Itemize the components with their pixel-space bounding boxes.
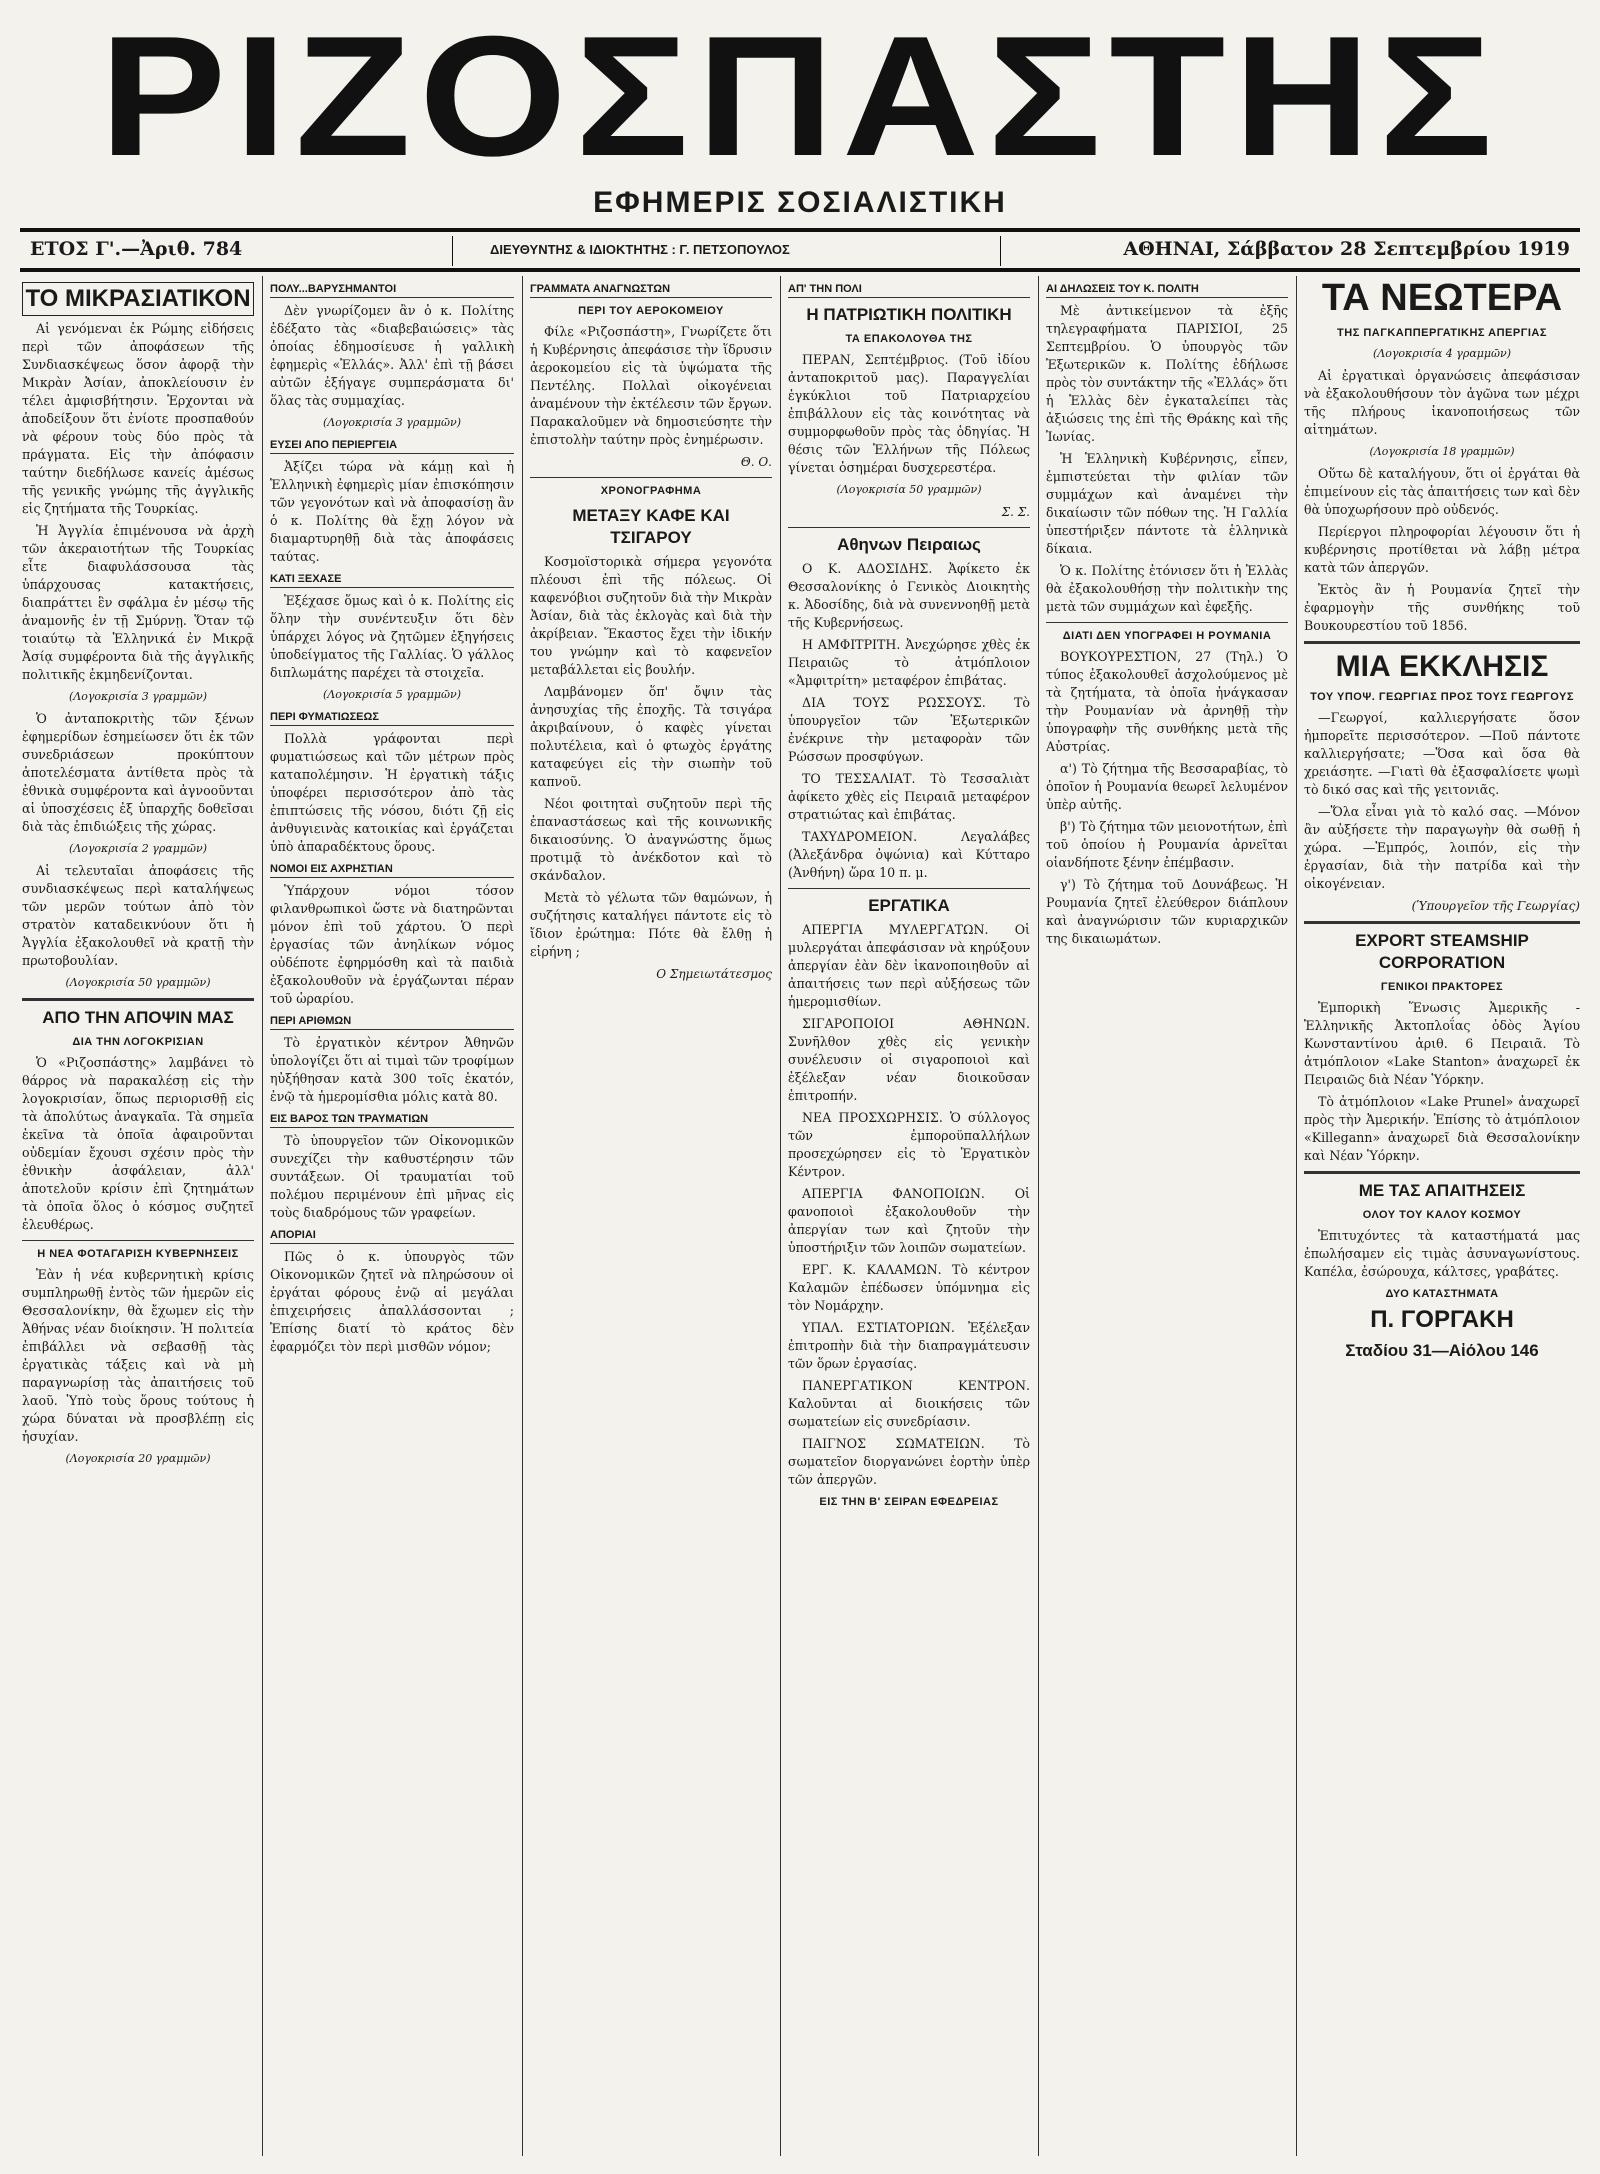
subheading: ΤΑ ΕΠΑΚΟΛΟΥΘΑ ΤΗΣ (845, 333, 973, 345)
ad-paragraph: Ἐπιτυχόντες τὰ καταστήματά μας ἐπωλήσαμεν εἰς τιμὰς ἀσυναγωνίστους. Καπέλα, ἐσώρουχα, κάλτσες, γραβάτες. (1304, 1228, 1580, 1279)
ad-headline: EXPORT STEAMSHIP CORPORATION (1355, 931, 1529, 972)
news-item: ΤΟ ΤΕΣΣΑΛΙΑΤ. Τὸ Τεσσαλιὰτ ἀφίκετο χθὲς εἰς Πειραιᾶ μεταφέρον στρατιώτας καὶ ἐπιβάτας. (788, 771, 1030, 822)
section-rule (1304, 641, 1580, 644)
article-paragraph: ΠΕΡΑΝ, Σεπτέμβριος. (Τοῦ ἰδίου ἀνταποκριτοῦ μας). Παραγγελίαι ἐγκύκλιοι τοῦ Πατριαρχείου ἐπιβάλλουν εἰς τὰς κοινότητας νὰ συμμορφωθοῦν πρὸς τὰς ὁδηγίας. Ἡ θέσις τῶν Ἑλλήνων τῆς Πόλεως γίνεται ὁσημέραι δυσχερεστέρα. (788, 352, 1030, 475)
news-item: Η ΑΜΦΙΤΡΙΤΗ. Ἀνεχώρησε χθὲς ἐκ Πειραιῶς τὸ ἀτμόπλοιον «Ἀμφιτρίτη» μεταφέρον ἐπιβάτας. (788, 637, 1030, 688)
article-paragraph: Ἐξέχασε ὅμως καὶ ὁ κ. Πολίτης εἰς ὅλην τὴν συνέντευξιν ὅτι δὲν ὑπάρχει λόγος νὰ ζητῶμεν ἐξηγήσεις ὑποδείγματος τῆς Γαλλίας. Ὁ γάλλος διπλωμάτης παρέχει τὰ στοιχεῖα. (270, 593, 514, 680)
article-paragraph: γ') Τὸ ζήτημα τοῦ Δουνάβεως. Ἡ Ρουμανία ζητεῖ ἐλεύθερον διάπλουν καὶ ἀναγνώρισιν τῶν κυριαρχικῶν της δικαιωμάτων. (1046, 877, 1288, 946)
section-heading: ΑΠ' ΤΗΝ ΠΟΛΙ (788, 282, 1030, 298)
news-item: ΑΠΕΡΓΙΑ ΜΥΛΕΡΓΑΤΩΝ. Οἱ μυλεργάται ἀπεφάσισαν νὰ κηρύξουν ἀπεργίαν ἐὰν δὲν ἱκανοποιηθοῦν αἱ ἀπαιτήσεις των περὶ αὐξήσεως τῶν ἡμερομισθίων. (788, 922, 1030, 1009)
news-item: ΕΡΓ. Κ. ΚΑΛΑΜΩΝ. Τὸ κέντρον Καλαμῶν ἐπέδωσεν ὑπόμνημα εἰς τὸν Νομάρχην. (788, 1262, 1030, 1313)
shop-label: ΔΥΟ ΚΑΤΑΣΤΗΜΑΤΑ (1385, 1288, 1499, 1300)
issue-number: ΕΤΟΣ Γ'.—Ἀριθ. 784 (30, 238, 243, 260)
article-paragraph: Αἱ γενόμεναι ἐκ Ρώμης εἰδήσεις περὶ τῶν ἀποφάσεων τῆς Συνδιασκέψεως ὅσον ἀφορᾷ τὴν Μικρὰν Ἀσίαν, ἀποκλείουσιν ἐν τέλει ἀμφισβήτησιν. Ἐρχονται νὰ ἀποδείξουν ὅτι ἐνίοτε προσπαθούν νὰ φέρουν τοὺς δύο πρὸς τὰ πράγματα. Εἰς τὴν ἀπόφασιν ταύτην διεδήλωσε κανείς ἀμέσως τῆς γενικῆς γνώμης τῆς ἀγγλικῆς εἰς ζητήματα τῆς Τουρκίας. (22, 321, 254, 516)
signature: Ο Σημειωτάτεσμος (656, 967, 772, 981)
director-line: ΔΙΕΥΘΥΝΤΗΣ & ΙΔΙΟΚΤΗΤΗΣ : Γ. ΠΕΤΣΟΠΟΥΛΟΣ (490, 242, 790, 257)
section-heading: ΝΟΜΟΙ ΕΙΣ ΑΧΡΗΣΤΙΑΝ (270, 862, 514, 878)
section-heading: ΚΑΤΙ ΞΕΧΑΣΕ (270, 572, 514, 588)
section-heading: ΕΡΓΑΤΙΚΑ (868, 896, 950, 915)
signature: (Ὑπουργεῖον τῆς Γεωργίας) (1411, 899, 1580, 913)
signature: Σ. Σ. (1001, 505, 1030, 519)
news-item: ΠΑΙΓΝΟΣ ΣΩΜΑΤΕΙΩΝ. Τὸ σωματεῖον διοργανώνει ἑορτὴν ὑπὲρ τῶν ἀπεργῶν. (788, 1436, 1030, 1487)
article-paragraph: Ἡ Ἑλληνικὴ Κυβέρνησις, εἶπεν, ἐμπιστεύεται τὴν φιλίαν τῶν συμμάχων καὶ ἀναμένει τὴν δικαίωσιν τῶν πόθων της. Ἡ Γαλλία ὑπεστήριξεν πάντοτε τὰ ἑλληνικὰ δίκαια. (1046, 451, 1288, 556)
ad-paragraph: Ἐμπορικὴ Ἕνωσις Ἀμερικῆς - Ἑλληνικῆς Ἀκτοπλοΐας ὁδὸς Ἁγίου Κωνσταντίνου ἀριθ. 6 Πειραιᾶ. Τὸ ἀτμόπλοιον «Lake Stanton» ἀναχωρεῖ ἐκ Πειραιῶς διὰ Νέαν Ὑόρκην. (1304, 1000, 1580, 1087)
article-paragraph: Δὲν γνωρίζομεν ἂν ὁ κ. Πολίτης ἐδέξατο τὰς «διαβεβαιώσεις» τὰς ὁποίας ἐδημοσίευσε ἡ γαλλικὴ ἐφημερὶς «Ἐλλάς». Ἀλλ' ἐπὶ τῇ βάσει αὐτῶν ἐξήγαγε συμπεράσματα δι' ὅλας τὰς συμμαχίας. (270, 303, 514, 408)
article-paragraph: Ἐκτὸς ἂν ἡ Ρουμανία ζητεῖ τὴν ἐφαρμογὴν τῆς συνθήκης τοῦ Βουκουρεστίου τοῦ 1856. (1304, 582, 1580, 633)
censorship-note: (Λογοκρισία 20 γραμμῶν) (65, 1452, 211, 1465)
article-paragraph: —Γεωργοί, καλλιεργήσατε ὅσον ἠμπορεῖτε περισσότερον. —Ποῦ πάντοτε καλλιεργήσατε; —Ὅσα καὶ ὅσα θὰ χρειάσητε. —Γιατὶ θὰ ἐξασφαλίσετε ψωμὶ τὸ δικό σας καὶ τῆς γειτονιᾶς. (1304, 710, 1580, 797)
subheading: ΓΕΝΙΚΟΙ ΠΡΑΚΤΟΡΕΣ (1380, 981, 1504, 993)
shop-name: Π. ΓΟΡΓΑΚΗ (1370, 1306, 1514, 1333)
section-rule (1304, 921, 1580, 924)
article-paragraph: Μετὰ τὸ γέλωτα τῶν θαμώνων, ἡ συζήτησις καταλήγει πάντοτε εἰς τὸ ἴδιον ἐρώτημα: Πότε θὰ ἔλθῃ ἡ εἰρήνη ; (530, 890, 772, 959)
article-paragraph: Ὁ «Ριζοσπάστης» λαμβάνει τὸ θάρρος νὰ παρακαλέσῃ εἰς τὴν λογοκρισίαν, ὅπως περιορισθῇ εἰς τὰ ἀπολύτως ἀναγκαῖα. Τὰ σημεῖα ἐκεῖνα τὰ ὁποῖα ἀφαιροῦνται οὐδεμίαν ἔχουσι σχέσιν πρὸς τὴν ἐθνικὴν ἀσφάλειαν, ἀλλ' ἀποτελοῦν κρίσιν ἐπὶ ζητημάτων τὰ ὁποῖα ὅλος ὁ κόσμος συζητεῖ ἐλευθέρως. (22, 1055, 254, 1232)
shop-address: Σταδίου 31—Αἰόλου 146 (1345, 1341, 1539, 1360)
column-5 (1046, 276, 1288, 2166)
article-paragraph: Μὲ ἀντικείμενον τὰ ἐξῆς τηλεγραφήματα ΠΑΡΙΣΙΟΙ, 25 Σεπτεμβρίου. Ὁ ὑπουργὸς τῶν Ἐξωτερικῶν κ. Πολίτης ἐδήλωσε πρὸς τὸν συντάκτην τῆς «Ἐλλάς» ὅτι ἡ Ἑλλὰς δὲν ἐγκαταλείπει τὰς ἀξιώσεις της ἐπὶ τῆς Θράκης καὶ τῆς Ἰωνίας. (1046, 303, 1288, 444)
section-rule (1046, 622, 1288, 623)
article-paragraph: Ἡ Ἀγγλία ἐπιμένουσα νὰ ἀρχὴ τῶν ἀκεραιοτήτων τῆς Τουρκίας εἶτε διαφυλάσσουσα τὰς ὑπάρχουσας κατακτήσεις, διαπράττει ἓν σφάλμα ἐν μέσῳ τῆς ἀναμονῆς ἐν τῇ Σμύρνῃ. Ὅταν τῷ τοιαύτῳ τὰ Ἑλληνικά ἐν Μικρᾷ Ἀσίᾳ συμφέροντα διὰ τῆς ἀγγλικῆς πολιτικῆς ἐκμηδενίζονται. (22, 523, 254, 682)
censorship-note: (Λογοκρισία 3 γραμμῶν) (68, 690, 207, 703)
censorship-note: (Λογοκρισία 2 γραμμῶν) (68, 842, 207, 855)
section-rule (530, 477, 772, 478)
masthead-rule-bottom (20, 268, 1580, 272)
section-heading: ΑΠΟ ΤΗΝ ΑΠΟΨΙΝ ΜΑΣ (42, 1008, 234, 1027)
ad-paragraph: Τὸ ἀτμόπλοιον «Lake Prunel» ἀναχωρεῖ πρὸς τὴν Ἀμερικήν. Ἐπίσης τὸ ἀτμόπλοιον «Killegann» ἀναχωρεῖ διὰ Θεσσαλονίκην καὶ Νέαν Ὑόρκην. (1304, 1094, 1580, 1163)
section-heading: ΑΠΟΡΙΑΙ (270, 1228, 514, 1244)
article-paragraph: α') Τὸ ζήτημα τῆς Βεσσαραβίας, τὸ ὁποῖον ἡ Ρουμανία θεωρεῖ λελυμένον ὑπὲρ αὐτῆς. (1046, 761, 1288, 812)
article-paragraph: Ὁ ἀνταποκριτὴς τῶν ξένων ἐφημερίδων ἐσημείωσεν ὅτι ἐκ τῶν συνεδριάσεων προκύπτουν ἀποτελέσματα ἀντίθετα πρὸς τὰ ἐθνικὰ συμφέροντα καὶ ἀγνοοῦνται αἱ ὑποσχέσεις ἐξ ὑπαρχῆς δοθεῖσαι διὰ τὰς ἐπιδιώξεις τῆς χώρας. (22, 711, 254, 834)
censorship-note: (Λογοκρισία 18 γραμμῶν) (1369, 445, 1515, 458)
article-paragraph: β') Τὸ ζήτημα τῶν μειονοτήτων, ἐπὶ τοῦ ὁποίου ἡ Ρουμανία ἀρνεῖται οἱανδήποτε ξένην ἐπέμβασιν. (1046, 819, 1288, 870)
article-paragraph: Τὸ ὑπουργεῖον τῶν Οἰκονομικῶν συνεχίζει τὴν καθυστέρησιν τῶν συντάξεων. Οἱ τραυματίαι τοῦ πολέμου περιμένουν ἐπὶ μῆνας εἰς τοὺς διαδρόμους τῶν γραφείων. (270, 1133, 514, 1220)
column-divider (780, 276, 781, 2156)
section-heading: ΕΥΣΕΙ ΑΠΟ ΠΕΡΙΕΡΓΕΙΑ (270, 438, 514, 454)
article-paragraph: Φίλε «Ριζοσπάστη», Γνωρίζετε ὅτι ἡ Κυβέρνησις ἀπεφάσισε τὴν ἵδρυσιν ἀεροκομείου εἰς τὰ ὑψώματα τῆς Πεντέλης. Πολλαὶ οἰκογένειαι ἀναμένουν τὴν ἐκτέλεσιν τῶν ἔργων. Παρακαλοῦμεν νὰ δημοσιεύσητε τὴν ἐπιστολὴν ταύτην πρὸς ἐνημέρωσιν. (530, 324, 772, 447)
newspaper-subtitle: ΕΦΗΜΕΡΙΣ ΣΟΣΙΑΛΙΣΤΙΚΗ (593, 186, 1007, 219)
censorship-note: (Λογοκρισία 50 γραμμῶν) (65, 976, 211, 989)
section-heading: Αθηνων Πειραιως (837, 535, 981, 554)
column-divider (1038, 276, 1039, 2156)
signature: Θ. Ο. (740, 455, 772, 469)
article-paragraph: Κοσμοϊστορικὰ σήμερα γεγονότα πλέουσι ἐπὶ τῆς πόλεως. Οἱ καφενόβιοι συζητοῦν διὰ τὴν Μικρὰν Ἀσίαν, διὰ τὰς ἐκλογὰς καὶ διὰ τὴν ἀκρίβειαν. Ἕκαστος ἔχει τὴν ἰδικήν του γνώμην καὶ τὸ καφενεῖον μεταβάλλεται εἰς βουλήν. (530, 554, 772, 677)
news-item: ΠΑΝΕΡΓΑΤΙΚΟΝ ΚΕΝΤΡΟΝ. Καλοῦνται αἱ διοικήσεις τῶν σωματείων εἰς συνεδρίασιν. (788, 1378, 1030, 1429)
section-heading: ΠΕΡΙ ΦΥΜΑΤΙΩΣΕΩΣ (270, 710, 514, 726)
latest-news-headline: ΤΑ ΝΕΩΤΕΡΑ (1321, 277, 1563, 319)
info-divider (452, 236, 453, 266)
news-item: ΤΑΧΥΔΡΟΜΕΙΟΝ. Λεγαλάβες (Ἀλεξάνδρα ὀψώνια) καὶ Κύτταρο (Ἀνθήνη) ὥρα 10 π. μ. (788, 829, 1030, 880)
news-item: ΥΠΑΛ. ΕΣΤΙΑΤΟΡΙΩΝ. Ἐξέλεξαν ἐπιτροπὴν διὰ τὴν διαπραγμάτευσιν τῶν ὅρων ἐργασίας. (788, 1320, 1030, 1371)
article-paragraph: Περίεργοι πληροφορίαι λέγουσιν ὅτι ἡ κυβέρνησις προτίθεται νὰ λάβῃ μέτρα κατὰ τῶν ἀπεργῶν. (1304, 524, 1580, 575)
section-heading: ΑΙ ΔΗΛΩΣΕΙΣ ΤΟΥ Κ. ΠΟΛΙΤΗ (1046, 282, 1288, 298)
column-divider (262, 276, 263, 2156)
info-bar (20, 236, 1580, 268)
column-4 (788, 276, 1030, 2166)
section-rule (22, 1240, 254, 1241)
section-heading: ΠΟΛΥ...ΒΑΡΥΣΗΜΑΝΤΟΙ (270, 282, 514, 298)
subheading: ΠΕΡΙ ΤΟΥ ΑΕΡΟΚΟΜΕΙΟΥ (578, 305, 724, 317)
section-heading: ΧΡΟΝΟΓΡΑΦΗΜΑ (600, 485, 702, 497)
article-paragraph: Ὑπάρχουν νόμοι τόσον φιλανθρωπικοὶ ὥστε νὰ διατηρῶνται μόνον ἐπὶ τοῦ χάρτου. Ὁ περὶ ἐργασίας τῶν ἀνηλίκων νόμος οὐδέποτε ἐφηρμόσθη καὶ τὰ παιδιὰ ἐξακολουθοῦν νὰ ἐργάζωνται πέραν τοῦ ὡραρίου. (270, 883, 514, 1006)
column-divider (522, 276, 523, 2156)
article-paragraph: Νέοι φοιτηταὶ συζητοῦν περὶ τῆς ἐπαναστάσεως καὶ τῆς κοινωνικῆς δικαιοσύνης. Ὁ ἀναγνώστης ὅμως προτιμᾷ τὸ ἀνέκδοτον καὶ τὸ σκάνδαλον. (530, 796, 772, 883)
article-paragraph: Τὸ ἐργατικὸν κέντρον Ἀθηνῶν ὑπολογίζει ὅτι αἱ τιμαὶ τῶν τροφίμων ηὐξήθησαν κατὰ 300 τοῖς ἑκατόν, ἐνῷ τὰ ἡμερομίσθια μόλις κατὰ 80. (270, 1035, 514, 1104)
article-paragraph: Αἱ ἐργατικαὶ ὀργανώσεις ἀπεφάσισαν νὰ ἐξακολουθήσουν τὸν ἀγῶνα των μέχρι τῆς πλήρους ἱκανοποιήσεως τῶν αἰτημάτων. (1304, 368, 1580, 437)
subheading: ΤΟΥ ΥΠΟΨ. ΓΕΩΡΓΙΑΣ ΠΡΟΣ ΤΟΥΣ ΓΕΩΡΓΟΥΣ (1310, 691, 1574, 703)
appeal-headline: ΜΙΑ ΕΚΚΛΗΣΙΣ (1335, 650, 1549, 683)
censorship-note: (Λογοκρισία 5 γραμμῶν) (322, 688, 461, 701)
article-paragraph: Πολλὰ γράφονται περὶ φυματιώσεως καὶ τῶν μέτρων πρὸς καταπολέμησιν. Ἡ ἐργατικὴ τάξις ὑποφέρει περισσότερον ἀπὸ τὰς ἐπιπτώσεις τῆς νόσου, διότι ζῇ εἰς ἀνθυγιεινὰς κατοικίας καὶ ἐργάζεται ὑπὸ ἀπαραδέκτους ὅρους. (270, 731, 514, 854)
section-heading: ΠΕΡΙ ΑΡΙΘΜΩΝ (270, 1014, 514, 1030)
article-headline: Η ΠΑΤΡΙΩΤΙΚΗ ΠΟΛΙΤΙΚΗ (806, 305, 1012, 324)
column-2 (270, 276, 514, 2166)
article-paragraph: Οὕτω δὲ καταλήγουν, ὅτι οἱ ἐργάται θὰ ἐπιμείνουν εἰς τὰς ἀπαιτήσεις των καὶ δὲν θὰ ὑποχωρήσουν πρὸ οὐδενός. (1304, 466, 1580, 517)
news-item: Ο Κ. ΑΔΟΣΙΔΗΣ. Ἀφίκετο ἐκ Θεσσαλονίκης ὁ Γενικὸς Διοικητὴς κ. Ἀδοσίδης, διὰ νὰ συνεννοηθῇ μετὰ τῆς Κυβερνήσεως. (788, 561, 1030, 630)
section-rule (1304, 1171, 1580, 1174)
censorship-note: (Λογοκρισία 4 γραμμῶν) (1372, 347, 1511, 360)
article-paragraph: Ὁ κ. Πολίτης ἐτόνισεν ὅτι ἡ Ἑλλὰς θὰ ἐξακολουθήσῃ τὴν πολιτικὴν της μετὰ τῶν συμμάχων καὶ ἐφεξῆς. (1046, 563, 1288, 614)
masthead-rule-top (20, 228, 1580, 232)
section-heading: ΕΙΣ ΒΑΡΟΣ ΤΩΝ ΤΡΑΥΜΑΤΙΩΝ (270, 1112, 514, 1128)
section-heading: ΕΙΣ ΤΗΝ Β' ΣΕΙΡΑΝ ΕΦΕΔΡΕΙΑΣ (819, 1496, 999, 1508)
article-paragraph: Ἀξίζει τώρα νὰ κάμῃ καὶ ἡ Ἑλληνικὴ ἐφημερὶς μίαν ἐπισκόπησιν τῶν γεγονότων καὶ νὰ ἀποφασίσῃ ἂν ὁ κ. Πολίτης θὰ ἔχῃ λόγον νὰ διαμαρτυρηθῇ διὰ τὰς ἀποφάσεις ταύτας. (270, 459, 514, 564)
newspaper-title: ΡΙΖΟΣΠΑΣΤΗΣ (99, 1, 1501, 192)
subheading: Η ΝΕΑ ΦΟΤΑΓΑΡΙΣΗ ΚΥΒΕΡΝΗΣΕΙΣ (37, 1248, 239, 1260)
column-1 (22, 276, 254, 2166)
article-paragraph: Ἐὰν ἡ νέα κυβερνητικὴ κρίσις συμπληρωθῇ ἐντὸς τῶν ἡμερῶν εἰς Θεσσαλονίκην, θὰ ἔχωμεν εἰς τὴν Ἀθήνας νέαν διοίκησιν. Ἡ πολιτεία ἐπιβάλλει νὰ σεβασθῇ τὰς ἐργατικὰς τάξεις καὶ νὰ μὴ παραγνωρίσῃ τὰς ἀπαιτήσεις τοῦ λαοῦ. Ὑπὸ τοὺς ὅρους τούτους ἡ χώρα δύναται νὰ προσβλέπῃ εἰς ἡσυχίαν. (22, 1267, 254, 1444)
subheading: ΟΛΟΥ ΤΟΥ ΚΑΛΟΥ ΚΟΣΜΟΥ (1362, 1209, 1522, 1221)
column-3 (530, 276, 772, 2166)
news-item: ΝΕΑ ΠΡΟΣΧΩΡΗΣΙΣ. Ὁ σύλλογος τῶν ἐμποροϋπαλλήλων προσεχώρησεν εἰς τὸ Ἐργατικὸν Κέντρον. (788, 1110, 1030, 1179)
column-6 (1304, 276, 1580, 2166)
section-heading: ΔΙΑΤΙ ΔΕΝ ΥΠΟΓΡΑΦΕΙ Η ΡΟΥΜΑΝΙΑ (1062, 630, 1272, 642)
masthead (0, 1, 1600, 210)
subheading: ΤΗΣ ΠΑΓΚΑΠΠΕΡΓΑΤΙΚΗΣ ΑΠΕΡΓΙΑΣ (1337, 327, 1547, 339)
censorship-note: (Λογοκρισία 3 γραμμῶν) (322, 416, 461, 429)
section-rule (22, 998, 254, 1001)
headline-mikrasiatikon: ΤΟ ΜΙΚΡΑΣΙΑΤΙΚΟΝ (22, 282, 254, 316)
article-paragraph: Αἱ τελευταῖαι ἀποφάσεις τῆς συνδιασκέψεως περὶ καταλήψεως τῶν μερῶν τούτων ἀπὸ τὸν στρατὸν καταδεικνύουν ὅτι ἡ Ἀγγλία ἐξακολουθεῖ νὰ κρατῇ τὴν πρωτοβουλίαν. (22, 863, 254, 968)
info-divider (1000, 236, 1001, 266)
dateline: ΑΘΗΝΑΙ, Σάββατον 28 Σεπτεμβρίου 1919 (1123, 238, 1570, 260)
censorship-note: (Λογοκρισία 50 γραμμῶν) (836, 483, 982, 496)
column-divider (1296, 276, 1297, 2156)
article-paragraph: ΒΟΥΚΟΥΡΕΣΤΙΟΝ, 27 (Τηλ.) Ὁ τύπος ἐξακολουθεῖ ἀσχολούμενος μὲ τὰ ζητήματα, τὰ ὁποῖα ἠνάγκασαν τὴν Ρουμανίαν νὰ ἀρνηθῇ τὴν ὑπογραφὴν τῆς συνθήκης μετὰ τῆς Αὐστρίας. (1046, 649, 1288, 754)
article-paragraph: Λαμβάνομεν ὅπ' ὄψιν τὰς ἀνησυχίας τῆς ἐποχῆς. Τὰ τσιγάρα ἀκριβαίνουν, ὁ καφὲς γίνεται πολυτέλεια, καὶ ὁ φτωχὸς ἐργάτης καταφεύγει εἰς τὴν σιωπὴν τοῦ καπνοῦ. (530, 684, 772, 789)
article-paragraph: —Ὅλα εἶναι γιὰ τὸ καλό σας. —Μόνον ἂν αὐξήσετε τὴν παραγωγὴν θὰ σωθῇ ἡ χώρα. —Ἐμπρός, λοιπόν, εἰς τὴν ἐργασίαν, διὰ τὴν πατρίδα καὶ τὴν οἰκογένειαν. (1304, 804, 1580, 891)
ad-headline: ΜΕ ΤΑΣ ΑΠΑΙΤΗΣΕΙΣ (1358, 1181, 1526, 1200)
news-item: ΔΙΑ ΤΟΥΣ ΡΩΣΣΟΥΣ. Τὸ ὑπουργεῖον τῶν Ἐξωτερικῶν ἐνέκρινε τὴν μεταφορὰν τῶν Ρώσσων προσφύγων. (788, 695, 1030, 764)
section-rule (788, 527, 1030, 528)
section-heading: ΓΡΑΜΜΑΤΑ ΑΝΑΓΝΩΣΤΩΝ (530, 282, 772, 298)
section-rule (788, 888, 1030, 889)
news-item: ΑΠΕΡΓΙΑ ΦΑΝΟΠΟΙΩΝ. Οἱ φανοποιοὶ ἐξακολουθοῦν τὴν ἀπεργίαν των καὶ ζητοῦν τὴν ὑποστήριξιν τῶν λοιπῶν σωματείων. (788, 1186, 1030, 1255)
subheading: ΔΙΑ ΤΗΝ ΛΟΓΟΚΡΙΣΙΑΝ (72, 1036, 204, 1048)
chronicle-title: ΜΕΤΑΞΥ ΚΑΦΕ ΚΑΙ ΤΣΙΓΑΡΟΥ (572, 506, 730, 547)
article-paragraph: Πῶς ὁ κ. ὑπουργὸς τῶν Οἰκονομικῶν ζητεῖ νὰ πληρώσουν οἱ ἐργάται φόρους ἐνῷ αἱ μεγάλαι ἐπιχειρήσεις ἀπαλλάσσονται ; Ἐπίσης διατί τὸ κράτος δὲν ἐφαρμόζει τὸν περὶ μισθῶν νόμον; (270, 1249, 514, 1354)
news-item: ΣΙΓΑΡΟΠΟΙΟΙ ΑΘΗΝΩΝ. Συνῆλθον χθὲς εἰς γενικὴν συνέλευσιν οἱ σιγαροποιοὶ καὶ ἐξέλεξαν νέαν διοικοῦσαν ἐπιτροπήν. (788, 1016, 1030, 1103)
